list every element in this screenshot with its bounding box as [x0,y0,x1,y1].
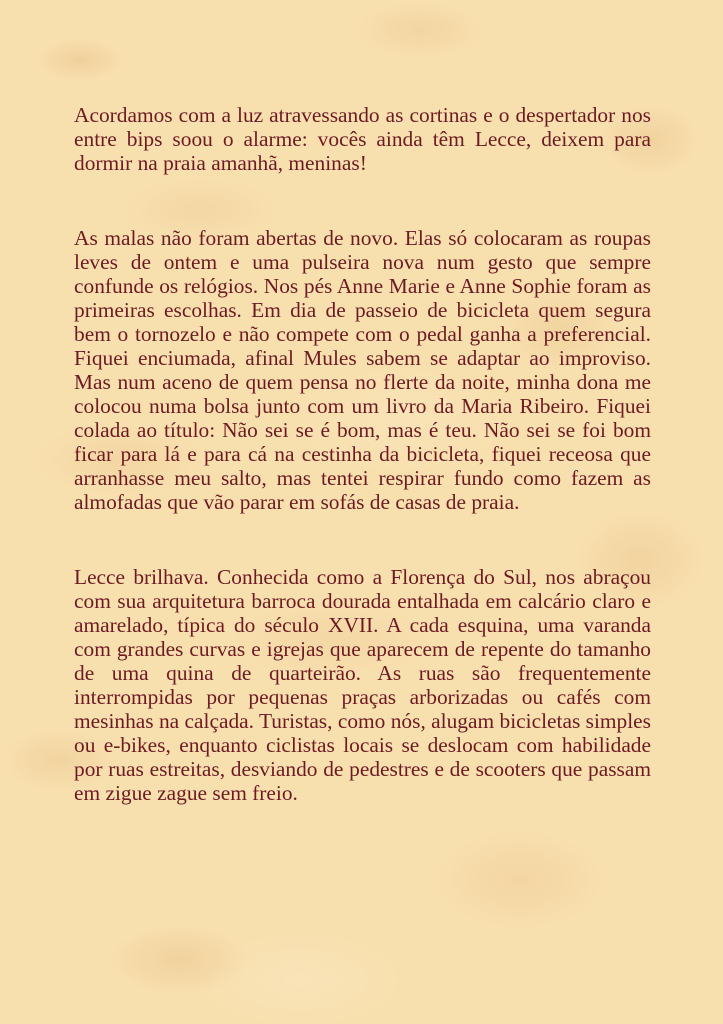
paragraph-morning: Acordamos com a luz atravessando as cortinas e o despertador nos entre bips soou o alarme: vocês ainda têm Lecce, deixem para dormir na praia amanhã, meninas! [74,103,651,175]
paragraph-lecce: Lecce brilhava. Conhecida como a Florença do Sul, nos abraçou com sua arquitetura barroca dourada entalhada em calcário claro e amarelado, típica do século XVII. A cada esquina, uma varanda com grandes curvas e igrejas que aparecem de repente do tamanho de uma quina de quarteirão. As ruas são frequentemente interrompidas por pequenas praças arborizadas ou cafés com mesinhas na calçada. Turistas, como nós, alugam bicicletas simples ou e-bikes, enquanto ciclistas locais se deslocam com habilidade por ruas estreitas, desviando de pedestres e de scooters que passam em zigue zague sem freio. [74,565,651,805]
paragraph-packing: As malas não foram abertas de novo. Elas só colocaram as roupas leves de ontem e uma pulseira nova num gesto que sempre confunde os relógios. Nos pés Anne Marie e Anne Sophie foram as primeiras escolhas. Em dia de passeio de bicicleta quem segura bem o tornozelo e não compete com o pedal ganha a preferencial. Fiquei enciumada, afinal Mules sabem se adaptar ao improviso. Mas num aceno de quem pensa no flerte da noite, minha dona me colocou numa bolsa junto com um livro da Maria Ribeiro. Fiquei colada ao título: Não sei se é bom, mas é teu. Não sei se foi bom ficar para lá e para cá na cestinha da bicicleta, fiquei receosa que arranhasse meu salto, mas tentei respirar fundo como fazem as almofadas que vão parar em sofás de casas de praia. [74,226,651,514]
